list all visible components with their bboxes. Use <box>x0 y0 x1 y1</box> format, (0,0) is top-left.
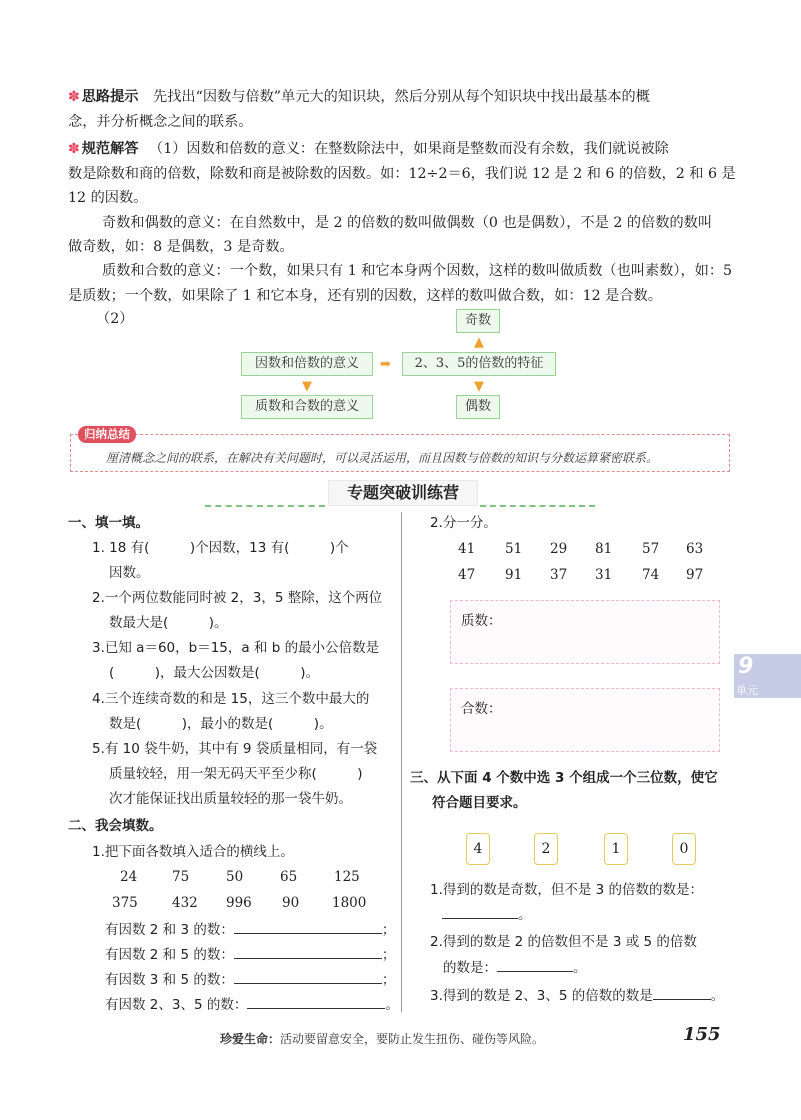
fill-blank[interactable] <box>234 958 382 959</box>
number-item: 57 <box>642 541 660 557</box>
fill-row-3 <box>105 968 395 993</box>
prime-label: 质数： <box>461 613 502 629</box>
number-item: 91 <box>505 567 523 583</box>
fill-blank[interactable] <box>234 983 382 984</box>
r-q2-title: 2.分一分。 <box>430 515 497 531</box>
number-item: 29 <box>550 541 568 557</box>
number-item: 432 <box>172 895 198 911</box>
answer-text-3: 12 的因数。 <box>68 190 148 206</box>
answer-punct: 。 <box>573 960 587 976</box>
q5-line-c: 次才能保证找出质量较轻的那一袋牛奶。 <box>109 791 352 807</box>
section3-line-a: 三、从下面 4 个数中选 3 个组成一个三位数，使它 <box>410 770 718 786</box>
arrow-down-icon: ▼ <box>302 379 312 394</box>
number-item: 81 <box>595 541 613 557</box>
number-item: 1800 <box>332 895 367 911</box>
unit-label: 单元 <box>736 684 758 697</box>
footer-note <box>220 1030 544 1047</box>
hint-tag: 思路提示 <box>81 89 139 105</box>
number-item: 75 <box>172 869 190 885</box>
answer-line-1 <box>68 137 669 161</box>
digit-card: 1 <box>604 833 628 865</box>
fill-blank[interactable] <box>247 1008 385 1009</box>
section1-title: 一、填一填。 <box>68 515 149 531</box>
answer-text-5: 做奇数，如：8 是偶数，3 是奇数。 <box>68 239 294 255</box>
number-item: 90 <box>282 895 300 911</box>
summary-text: 厘清概念之间的联系，在解决有关问题时，可以灵活运用，而且因数与倍数的知识与分数运算紧密联系。 <box>106 451 659 465</box>
fill-label: 有因数 2 和 3 的数： <box>105 922 234 938</box>
answer-punct: 。 <box>518 907 532 923</box>
r2-line-b <box>443 956 587 981</box>
q2-line-a: 2.一个两位数能同时被 2，3，5 整除，这个两位 <box>92 590 383 606</box>
digit-card: 2 <box>534 833 558 865</box>
fill-blank[interactable] <box>234 933 382 934</box>
flower-icon: ✽ <box>68 141 80 157</box>
q2-line-b: 数最大是( )。 <box>109 615 228 631</box>
digit-card: 0 <box>672 833 696 865</box>
composite-label: 合数： <box>461 701 502 717</box>
number-item: 74 <box>642 567 660 583</box>
number-item: 37 <box>550 567 568 583</box>
number-item: 51 <box>505 541 523 557</box>
composite-answer-box[interactable] <box>450 688 720 752</box>
arrow-down-icon: ▼ <box>474 379 484 394</box>
answer-part2-label: （2） <box>96 311 134 327</box>
section2-title: 二、我会填数。 <box>68 818 163 834</box>
number-item: 97 <box>686 567 704 583</box>
q5-line-a: 5.有 10 袋牛奶，其中有 9 袋质量相同，有一袋 <box>92 741 378 757</box>
answer-label: 3.得到的数是 2、3、5 的倍数的数是 <box>430 988 653 1004</box>
concept-factors-multiples: 因数和倍数的意义 <box>241 352 373 376</box>
concept-multiples-235: 2、3、5的倍数的特征 <box>402 352 556 376</box>
answer-blank[interactable] <box>442 918 518 919</box>
concept-even: 偶数 <box>456 395 500 419</box>
s2-q1: 1.把下面各数填入适合的横线上。 <box>92 844 294 860</box>
number-item: 50 <box>226 869 244 885</box>
digit-card: 4 <box>466 833 490 865</box>
arrow-right-icon: ➡ <box>380 357 391 372</box>
q3-line-b: ( )，最大公因数是( )。 <box>109 665 320 681</box>
unit-number: 9 <box>738 654 754 679</box>
q5-line-b: 质量较轻，用一架无码天平至少称( ) <box>109 766 363 782</box>
page-number: 155 <box>683 1024 721 1045</box>
footer-bold: 珍爱生命： <box>220 1032 281 1046</box>
answer-blank[interactable] <box>497 971 573 972</box>
number-item: 375 <box>112 895 138 911</box>
r2-line-a: 2.得到的数是 2 的倍数但不是 3 或 5 的倍数 <box>430 934 697 950</box>
number-item: 63 <box>686 541 704 557</box>
fill-row-1 <box>105 918 395 943</box>
answer-blank[interactable] <box>653 999 711 1000</box>
flower-icon: ✽ <box>68 89 80 105</box>
answer-punct: 。 <box>710 988 725 1004</box>
r1-line-a: 1.得到的数是奇数，但不是 3 的倍数的数是： <box>430 882 704 898</box>
number-item: 24 <box>120 869 138 885</box>
concept-prime-composite: 质数和合数的意义 <box>241 395 373 419</box>
answer-text-2: 数是除数和商的倍数，除数和商是被除数的因数。如：12÷2＝6，我们说 12 是 2 和 6 的倍数，2 和 6 是 <box>68 166 736 182</box>
number-item: 996 <box>226 895 252 911</box>
fill-punct: 。 <box>385 997 399 1013</box>
number-item: 65 <box>280 869 298 885</box>
q1-line-a: 1. 18 有( )个因数，13 有( )个 <box>92 540 349 556</box>
number-item: 125 <box>334 869 360 885</box>
q1-line-b: 因数。 <box>109 565 150 581</box>
section3-line-b: 符合题目要求。 <box>432 795 527 811</box>
answer-text-1: （1）因数和倍数的意义：在整数除法中，如果商是整数而没有余数，我们就说被除 <box>149 141 669 157</box>
fill-row-2 <box>105 943 395 968</box>
number-item: 31 <box>595 567 613 583</box>
hint-text-2: 念，并分析概念之间的联系。 <box>68 114 253 130</box>
fill-label: 有因数 3 和 5 的数： <box>105 972 234 988</box>
answer-label: 的数是： <box>443 960 497 976</box>
answer-text-7: 是质数；一个数，如果除了 1 和它本身，还有别的因数，这样的数叫做合数，如：12 是合数。 <box>68 288 662 304</box>
banner-line-left <box>205 505 325 507</box>
answer-tag: 规范解答 <box>81 141 139 157</box>
arrow-up-icon: ▲ <box>474 335 484 350</box>
banner-line-right <box>480 505 595 507</box>
column-divider <box>401 512 402 1012</box>
q4-line-a: 4.三个连续奇数的和是 15，这三个数中最大的 <box>92 691 370 707</box>
footer-text: 活动要留意安全，要防止发生扭伤、碰伤等风险。 <box>280 1032 545 1046</box>
fill-punct: ； <box>381 972 396 988</box>
r3-line <box>430 984 724 1009</box>
prime-answer-box[interactable] <box>450 600 720 664</box>
answer-text-6: 质数和合数的意义：一个数，如果只有 1 和它本身两个因数，这样的数叫做质数（也叫素数），如：5 <box>102 263 733 279</box>
fill-label: 有因数 2 和 5 的数： <box>105 947 234 963</box>
fill-punct: ； <box>381 922 396 938</box>
answer-text-4: 奇数和偶数的意义：在自然数中，是 2 的倍数的数叫做偶数（0 也是偶数），不是 2 的倍数的数叫 <box>102 215 713 231</box>
section-banner: 专题突破训练营 <box>328 480 478 506</box>
summary-tag: 归纳总结 <box>78 426 136 443</box>
number-item: 41 <box>458 541 476 557</box>
fill-label: 有因数 2、3、5 的数： <box>105 997 248 1013</box>
number-item: 47 <box>458 567 476 583</box>
r1-line-b <box>442 903 532 928</box>
hint-line-1 <box>68 85 650 109</box>
concept-odd: 奇数 <box>456 309 500 333</box>
q3-line-a: 3.已知 a＝60，b＝15，a 和 b 的最小公倍数是 <box>92 640 380 656</box>
q4-line-b: 数是( )，最小的数是( )。 <box>109 716 333 732</box>
fill-row-4 <box>105 993 399 1018</box>
fill-punct: ； <box>381 947 396 963</box>
hint-text-1: 先找出“因数与倍数”单元大的知识块，然后分别从每个知识块中找出最基本的概 <box>153 89 650 105</box>
